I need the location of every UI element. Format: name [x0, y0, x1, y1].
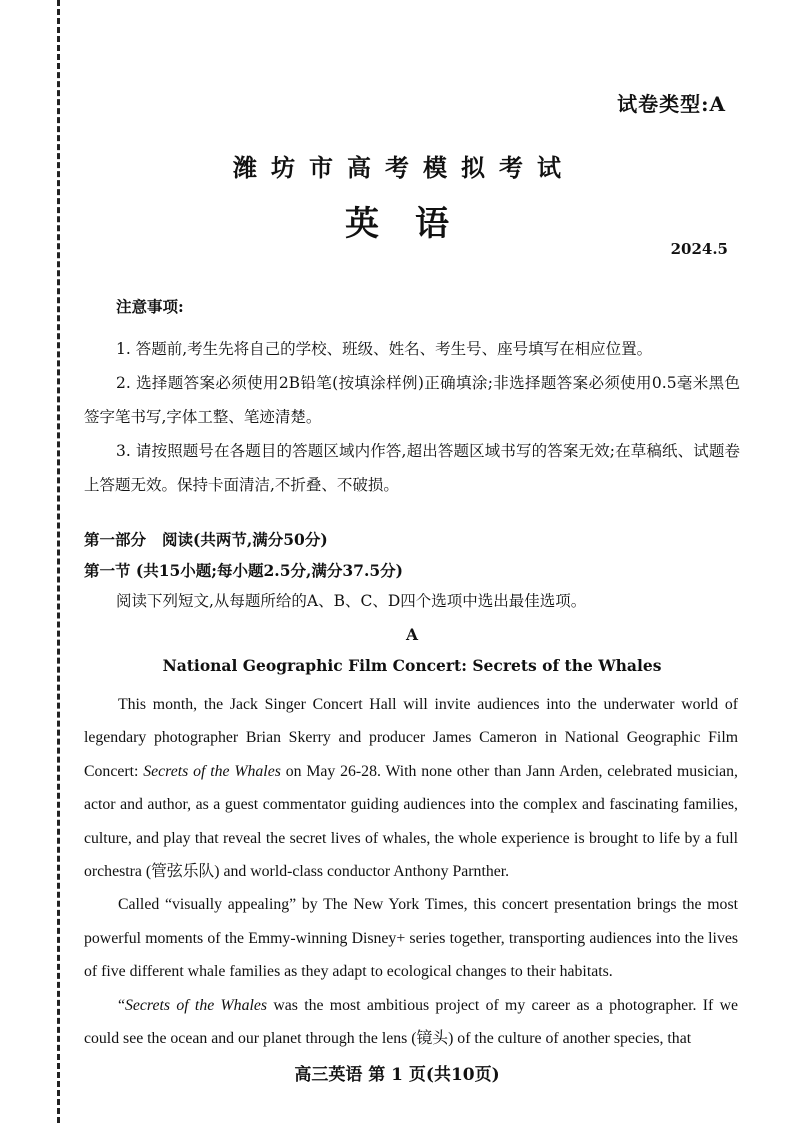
- instruction-text: 阅读下列短文,从每题所给的A、B、C、D四个选项中选出最佳选项。: [116, 592, 587, 610]
- part-title-desc: 阅读(共两节,满分50分): [162, 530, 328, 549]
- part-one-header: [84, 524, 740, 681]
- exam-title: 潍坊市高考模拟考试: [233, 153, 575, 182]
- passage-paragraph: [84, 688, 738, 888]
- passage-paragraph: Called “visually appealing” by The New York Times, this concert presentation brings the most powerful moments of the Emmy-winning Disney+ series together, transporting audiences into the lives of five different whale families as they adapt to ecological changes to their habitats.: [84, 896, 738, 981]
- paragraph-text: “: [118, 996, 126, 1014]
- notice-title: 注意事项:: [116, 297, 184, 316]
- notice-item: 3. 请按照题号在各题目的答题区域内作答,超出答题区域书写的答案无效;在草稿纸、试题卷上答题无效。保持卡面清洁,不折叠、不破损。: [84, 442, 740, 494]
- subject-title: 英语: [345, 204, 485, 244]
- paragraph-text: was the most ambitious project of my career as a photographer. If we could see the ocean and our planet through the lens (镜头) of the culture of another species, that: [84, 996, 739, 1048]
- paragraph-text: This month, the Jack Singer Concert Hall will invite audiences into the underwater world of legendary photographer Brian Skerry and producer James Cameron in National Geographic Film Concert:: [84, 696, 738, 780]
- paragraph-italic-title: Secrets of the Whales: [125, 996, 268, 1014]
- part-title-label: 第一部分: [84, 530, 147, 549]
- passage-paragraph: [84, 989, 738, 1056]
- part-title: [84, 524, 740, 555]
- exam-date: 2024.5: [670, 240, 728, 258]
- notice-section: [84, 296, 740, 502]
- passage-body: [84, 688, 738, 1055]
- notice-item: 1. 答题前,考生先将自己的学校、班级、姓名、考生号、座号填写在相应位置。: [116, 340, 653, 358]
- page-footer: 高三英语 第 1 页(共10页): [294, 1065, 500, 1085]
- section-title: 第一节 (共15小题;每小题2.5分,满分37.5分): [84, 561, 403, 580]
- paragraph-italic-title: Secrets of the Whales: [143, 762, 281, 780]
- notice-item: 2. 选择题答案必须使用2B铅笔(按填涂样例)正确填涂;非选择题答案必须使用0.5毫米黑色签字笔书写,字体工整、笔迹清楚。: [84, 374, 740, 426]
- passage-title: National Geographic Film Concert: Secrets of the Whales: [162, 656, 662, 675]
- passage-letter: A: [405, 625, 419, 644]
- paper-type: 试卷类型:A: [617, 92, 726, 116]
- paragraph-text: on May 26-28. With none other than Jann Arden, celebrated musician, actor and author, as a guest commentator guiding audiences into the complex and fascinating families, culture, and play that reveal the secret lives of whales, the whole experience is brought to life by a full orchestra (管弦乐队) and world-class conductor Anthony Parnther.: [84, 762, 738, 881]
